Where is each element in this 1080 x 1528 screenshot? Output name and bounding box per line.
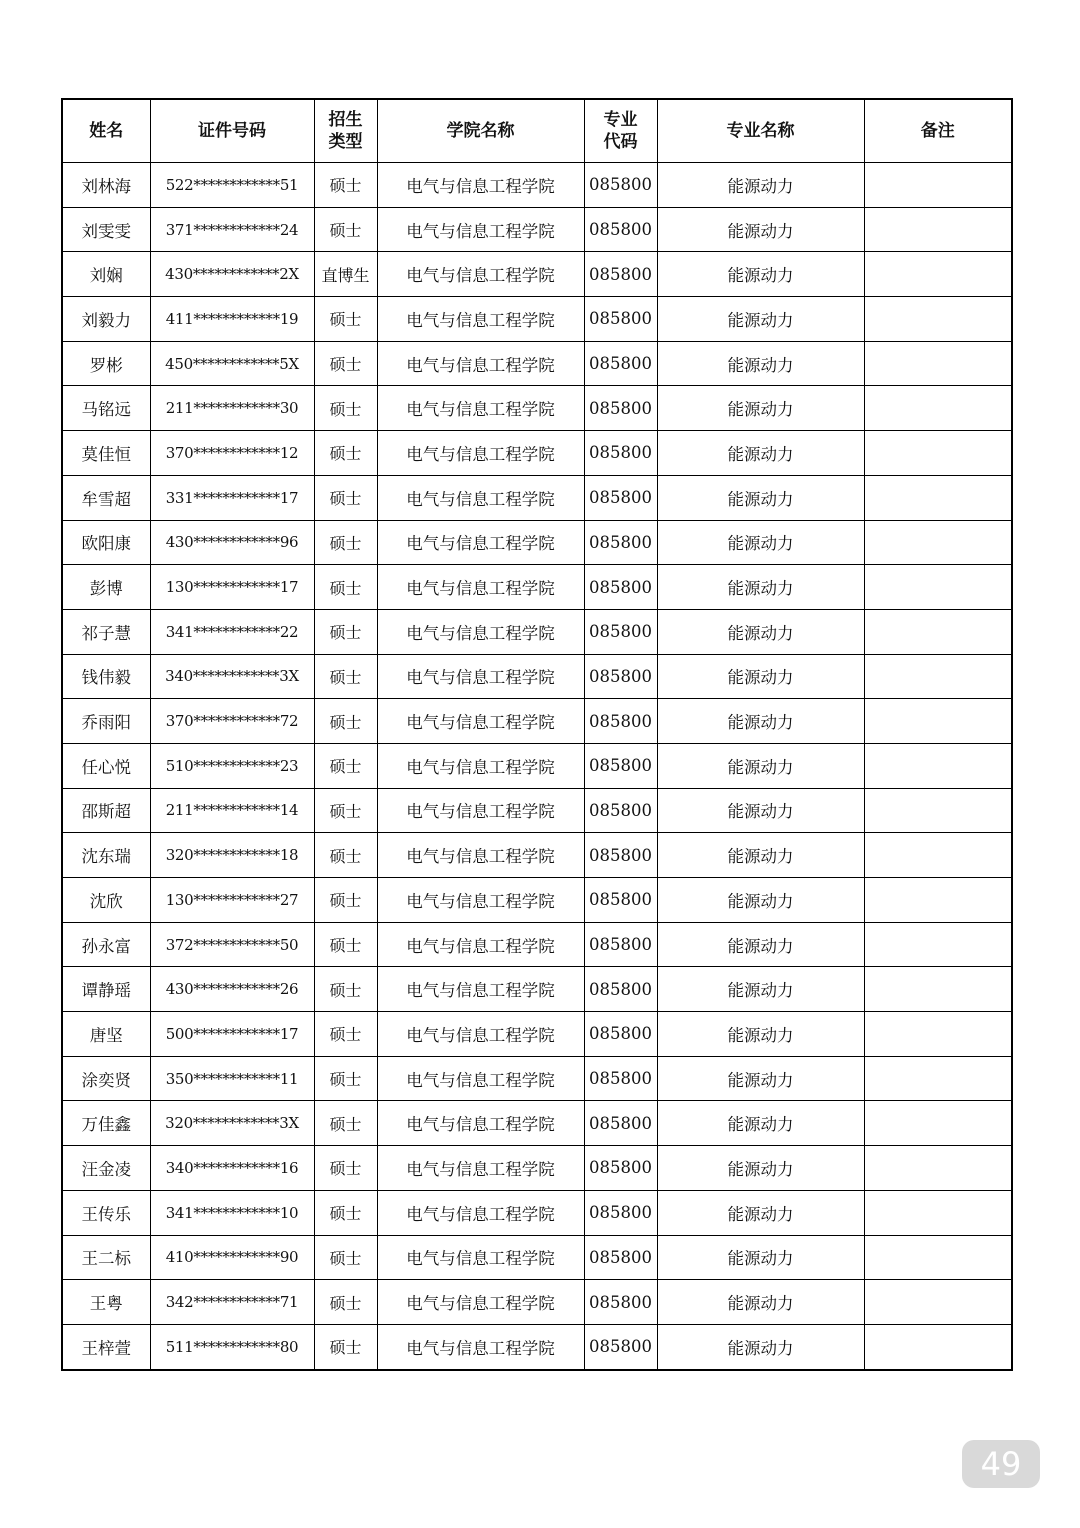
cell-major-name: 能源动力	[657, 833, 864, 878]
cell-major-code: 085800	[584, 431, 657, 476]
table-row	[62, 1280, 1012, 1325]
cell-enroll-type: 硕士	[314, 431, 377, 476]
table-row	[62, 1012, 1012, 1057]
cell-enroll-type: 硕士	[314, 609, 377, 654]
cell-enroll-type: 硕士	[314, 1146, 377, 1191]
cell-major-name: 能源动力	[657, 386, 864, 431]
cell-name: 唐坚	[62, 1012, 150, 1057]
cell-name: 王传乐	[62, 1190, 150, 1235]
cell-remark	[864, 878, 1012, 923]
header-remark: 备注	[864, 99, 1012, 163]
header-major-name: 专业名称	[657, 99, 864, 163]
cell-id-number: 211************14	[150, 788, 314, 833]
cell-college: 电气与信息工程学院	[377, 922, 584, 967]
cell-id-number: 450************5X	[150, 341, 314, 386]
cell-major-code: 085800	[584, 163, 657, 208]
cell-major-code: 085800	[584, 1056, 657, 1101]
cell-name: 刘娴	[62, 252, 150, 297]
cell-major-code: 085800	[584, 341, 657, 386]
cell-id-number: 430************26	[150, 967, 314, 1012]
table-row	[62, 520, 1012, 565]
cell-id-number: 211************30	[150, 386, 314, 431]
cell-major-code: 085800	[584, 565, 657, 610]
cell-remark	[864, 967, 1012, 1012]
table-row	[62, 207, 1012, 252]
table-row	[62, 878, 1012, 923]
cell-id-number: 130************27	[150, 878, 314, 923]
cell-college: 电气与信息工程学院	[377, 743, 584, 788]
cell-major-name: 能源动力	[657, 788, 864, 833]
cell-enroll-type: 硕士	[314, 878, 377, 923]
cell-college: 电气与信息工程学院	[377, 967, 584, 1012]
cell-major-name: 能源动力	[657, 878, 864, 923]
cell-remark	[864, 1235, 1012, 1280]
cell-enroll-type: 硕士	[314, 654, 377, 699]
cell-id-number: 370************72	[150, 699, 314, 744]
cell-major-name: 能源动力	[657, 1101, 864, 1146]
cell-enroll-type: 硕士	[314, 922, 377, 967]
cell-name: 万佳鑫	[62, 1101, 150, 1146]
cell-id-number: 342************71	[150, 1280, 314, 1325]
cell-enroll-type: 硕士	[314, 788, 377, 833]
cell-major-name: 能源动力	[657, 207, 864, 252]
cell-enroll-type: 硕士	[314, 1324, 377, 1369]
cell-remark	[864, 1056, 1012, 1101]
table-body	[62, 163, 1012, 1370]
cell-enroll-type: 硕士	[314, 1280, 377, 1325]
table-row	[62, 341, 1012, 386]
cell-name: 孙永富	[62, 922, 150, 967]
cell-enroll-type: 硕士	[314, 1235, 377, 1280]
cell-name: 牟雪超	[62, 475, 150, 520]
cell-major-code: 085800	[584, 1146, 657, 1191]
cell-name: 沈东瑞	[62, 833, 150, 878]
table-row	[62, 743, 1012, 788]
cell-college: 电气与信息工程学院	[377, 1146, 584, 1191]
cell-remark	[864, 788, 1012, 833]
cell-major-code: 085800	[584, 1280, 657, 1325]
cell-enroll-type: 硕士	[314, 1190, 377, 1235]
cell-id-number: 500************17	[150, 1012, 314, 1057]
cell-name: 汪金凌	[62, 1146, 150, 1191]
cell-enroll-type: 硕士	[314, 386, 377, 431]
cell-major-name: 能源动力	[657, 922, 864, 967]
cell-enroll-type: 硕士	[314, 341, 377, 386]
cell-enroll-type: 硕士	[314, 297, 377, 342]
table-row	[62, 699, 1012, 744]
cell-name: 邵斯超	[62, 788, 150, 833]
table-row	[62, 1056, 1012, 1101]
cell-college: 电气与信息工程学院	[377, 833, 584, 878]
table-row	[62, 609, 1012, 654]
cell-name: 罗彬	[62, 341, 150, 386]
cell-major-code: 085800	[584, 1190, 657, 1235]
cell-remark	[864, 163, 1012, 208]
cell-name: 祁子慧	[62, 609, 150, 654]
cell-remark	[864, 565, 1012, 610]
cell-enroll-type: 硕士	[314, 163, 377, 208]
header-id-number: 证件号码	[150, 99, 314, 163]
cell-major-code: 085800	[584, 475, 657, 520]
cell-id-number: 430************96	[150, 520, 314, 565]
header-name: 姓名	[62, 99, 150, 163]
cell-name: 沈欣	[62, 878, 150, 923]
table-header	[62, 99, 1012, 163]
cell-college: 电气与信息工程学院	[377, 788, 584, 833]
cell-college: 电气与信息工程学院	[377, 878, 584, 923]
cell-major-code: 085800	[584, 878, 657, 923]
cell-college: 电气与信息工程学院	[377, 1280, 584, 1325]
cell-college: 电气与信息工程学院	[377, 654, 584, 699]
cell-remark	[864, 1146, 1012, 1191]
cell-name: 乔雨阳	[62, 699, 150, 744]
cell-name: 任心悦	[62, 743, 150, 788]
cell-major-name: 能源动力	[657, 163, 864, 208]
cell-remark	[864, 743, 1012, 788]
cell-name: 刘林海	[62, 163, 150, 208]
cell-major-name: 能源动力	[657, 565, 864, 610]
cell-major-code: 085800	[584, 609, 657, 654]
cell-major-code: 085800	[584, 1324, 657, 1369]
cell-major-code: 085800	[584, 386, 657, 431]
table-row	[62, 788, 1012, 833]
header-row	[62, 99, 1012, 163]
cell-major-name: 能源动力	[657, 1012, 864, 1057]
cell-remark	[864, 699, 1012, 744]
cell-college: 电气与信息工程学院	[377, 1056, 584, 1101]
cell-name: 莫佳恒	[62, 431, 150, 476]
cell-id-number: 410************90	[150, 1235, 314, 1280]
table-row	[62, 163, 1012, 208]
table-row	[62, 654, 1012, 699]
cell-name: 马铭远	[62, 386, 150, 431]
cell-name: 王二标	[62, 1235, 150, 1280]
cell-remark	[864, 1190, 1012, 1235]
cell-id-number: 371************24	[150, 207, 314, 252]
cell-major-name: 能源动力	[657, 967, 864, 1012]
cell-id-number: 522************51	[150, 163, 314, 208]
cell-remark	[864, 1101, 1012, 1146]
table-row	[62, 833, 1012, 878]
cell-major-name: 能源动力	[657, 699, 864, 744]
table-row	[62, 475, 1012, 520]
table-row	[62, 1324, 1012, 1369]
cell-remark	[864, 833, 1012, 878]
cell-major-code: 085800	[584, 252, 657, 297]
cell-college: 电气与信息工程学院	[377, 1190, 584, 1235]
cell-enroll-type: 直博生	[314, 252, 377, 297]
cell-name: 王粤	[62, 1280, 150, 1325]
cell-college: 电气与信息工程学院	[377, 520, 584, 565]
cell-id-number: 340************3X	[150, 654, 314, 699]
cell-remark	[864, 475, 1012, 520]
cell-college: 电气与信息工程学院	[377, 1101, 584, 1146]
cell-major-name: 能源动力	[657, 1190, 864, 1235]
cell-id-number: 320************18	[150, 833, 314, 878]
cell-major-name: 能源动力	[657, 475, 864, 520]
cell-remark	[864, 297, 1012, 342]
cell-remark	[864, 654, 1012, 699]
cell-enroll-type: 硕士	[314, 1101, 377, 1146]
cell-name: 彭博	[62, 565, 150, 610]
cell-remark	[864, 1012, 1012, 1057]
cell-enroll-type: 硕士	[314, 520, 377, 565]
header-major-code: 专业 代码	[584, 99, 657, 163]
cell-college: 电气与信息工程学院	[377, 252, 584, 297]
cell-college: 电气与信息工程学院	[377, 565, 584, 610]
cell-major-code: 085800	[584, 788, 657, 833]
cell-remark	[864, 609, 1012, 654]
table-row	[62, 1101, 1012, 1146]
cell-major-code: 085800	[584, 654, 657, 699]
cell-name: 王梓萱	[62, 1324, 150, 1369]
cell-major-name: 能源动力	[657, 297, 864, 342]
cell-id-number: 511************80	[150, 1324, 314, 1369]
header-college: 学院名称	[377, 99, 584, 163]
cell-college: 电气与信息工程学院	[377, 609, 584, 654]
cell-id-number: 370************12	[150, 431, 314, 476]
cell-name: 涂奕贤	[62, 1056, 150, 1101]
cell-remark	[864, 520, 1012, 565]
table-row	[62, 1190, 1012, 1235]
table-row	[62, 565, 1012, 610]
cell-id-number: 350************11	[150, 1056, 314, 1101]
cell-college: 电气与信息工程学院	[377, 699, 584, 744]
cell-remark	[864, 386, 1012, 431]
cell-college: 电气与信息工程学院	[377, 431, 584, 476]
cell-major-code: 085800	[584, 699, 657, 744]
cell-id-number: 341************10	[150, 1190, 314, 1235]
cell-remark	[864, 1280, 1012, 1325]
cell-id-number: 340************16	[150, 1146, 314, 1191]
page-number-badge: 49	[962, 1440, 1040, 1488]
cell-id-number: 341************22	[150, 609, 314, 654]
cell-college: 电气与信息工程学院	[377, 207, 584, 252]
cell-college: 电气与信息工程学院	[377, 297, 584, 342]
cell-enroll-type: 硕士	[314, 743, 377, 788]
cell-major-code: 085800	[584, 743, 657, 788]
cell-major-code: 085800	[584, 297, 657, 342]
cell-college: 电气与信息工程学院	[377, 386, 584, 431]
cell-remark	[864, 1324, 1012, 1369]
cell-major-code: 085800	[584, 967, 657, 1012]
cell-college: 电气与信息工程学院	[377, 475, 584, 520]
cell-major-name: 能源动力	[657, 252, 864, 297]
cell-id-number: 372************50	[150, 922, 314, 967]
cell-major-code: 085800	[584, 520, 657, 565]
cell-name: 钱伟毅	[62, 654, 150, 699]
cell-major-name: 能源动力	[657, 654, 864, 699]
cell-college: 电气与信息工程学院	[377, 341, 584, 386]
cell-major-code: 085800	[584, 922, 657, 967]
cell-id-number: 320************3X	[150, 1101, 314, 1146]
cell-college: 电气与信息工程学院	[377, 1012, 584, 1057]
cell-major-code: 085800	[584, 1235, 657, 1280]
cell-remark	[864, 207, 1012, 252]
admission-list-table	[61, 98, 1013, 1371]
cell-enroll-type: 硕士	[314, 833, 377, 878]
table-row	[62, 386, 1012, 431]
cell-major-name: 能源动力	[657, 520, 864, 565]
cell-id-number: 411************19	[150, 297, 314, 342]
cell-major-code: 085800	[584, 1012, 657, 1057]
cell-name: 刘毅力	[62, 297, 150, 342]
cell-enroll-type: 硕士	[314, 1056, 377, 1101]
table-row	[62, 922, 1012, 967]
cell-remark	[864, 252, 1012, 297]
cell-major-code: 085800	[584, 833, 657, 878]
cell-enroll-type: 硕士	[314, 565, 377, 610]
cell-major-name: 能源动力	[657, 431, 864, 476]
cell-id-number: 430************2X	[150, 252, 314, 297]
cell-name: 刘雯雯	[62, 207, 150, 252]
cell-major-code: 085800	[584, 207, 657, 252]
cell-enroll-type: 硕士	[314, 699, 377, 744]
cell-major-code: 085800	[584, 1101, 657, 1146]
cell-major-name: 能源动力	[657, 1235, 864, 1280]
cell-remark	[864, 431, 1012, 476]
cell-enroll-type: 硕士	[314, 1012, 377, 1057]
cell-major-name: 能源动力	[657, 609, 864, 654]
cell-college: 电气与信息工程学院	[377, 1324, 584, 1369]
table-row	[62, 1235, 1012, 1280]
cell-id-number: 130************17	[150, 565, 314, 610]
table-row	[62, 967, 1012, 1012]
table-row	[62, 252, 1012, 297]
table-row	[62, 431, 1012, 476]
cell-remark	[864, 341, 1012, 386]
cell-major-name: 能源动力	[657, 1324, 864, 1369]
cell-major-name: 能源动力	[657, 341, 864, 386]
cell-major-name: 能源动力	[657, 1280, 864, 1325]
cell-major-name: 能源动力	[657, 1146, 864, 1191]
cell-major-name: 能源动力	[657, 1056, 864, 1101]
cell-name: 欧阳康	[62, 520, 150, 565]
cell-college: 电气与信息工程学院	[377, 163, 584, 208]
cell-remark	[864, 922, 1012, 967]
table-row	[62, 297, 1012, 342]
cell-major-name: 能源动力	[657, 743, 864, 788]
cell-id-number: 331************17	[150, 475, 314, 520]
cell-enroll-type: 硕士	[314, 475, 377, 520]
cell-college: 电气与信息工程学院	[377, 1235, 584, 1280]
cell-name: 谭静瑶	[62, 967, 150, 1012]
cell-id-number: 510************23	[150, 743, 314, 788]
table-row	[62, 1146, 1012, 1191]
header-enroll-type: 招生 类型	[314, 99, 377, 163]
cell-enroll-type: 硕士	[314, 207, 377, 252]
cell-enroll-type: 硕士	[314, 967, 377, 1012]
